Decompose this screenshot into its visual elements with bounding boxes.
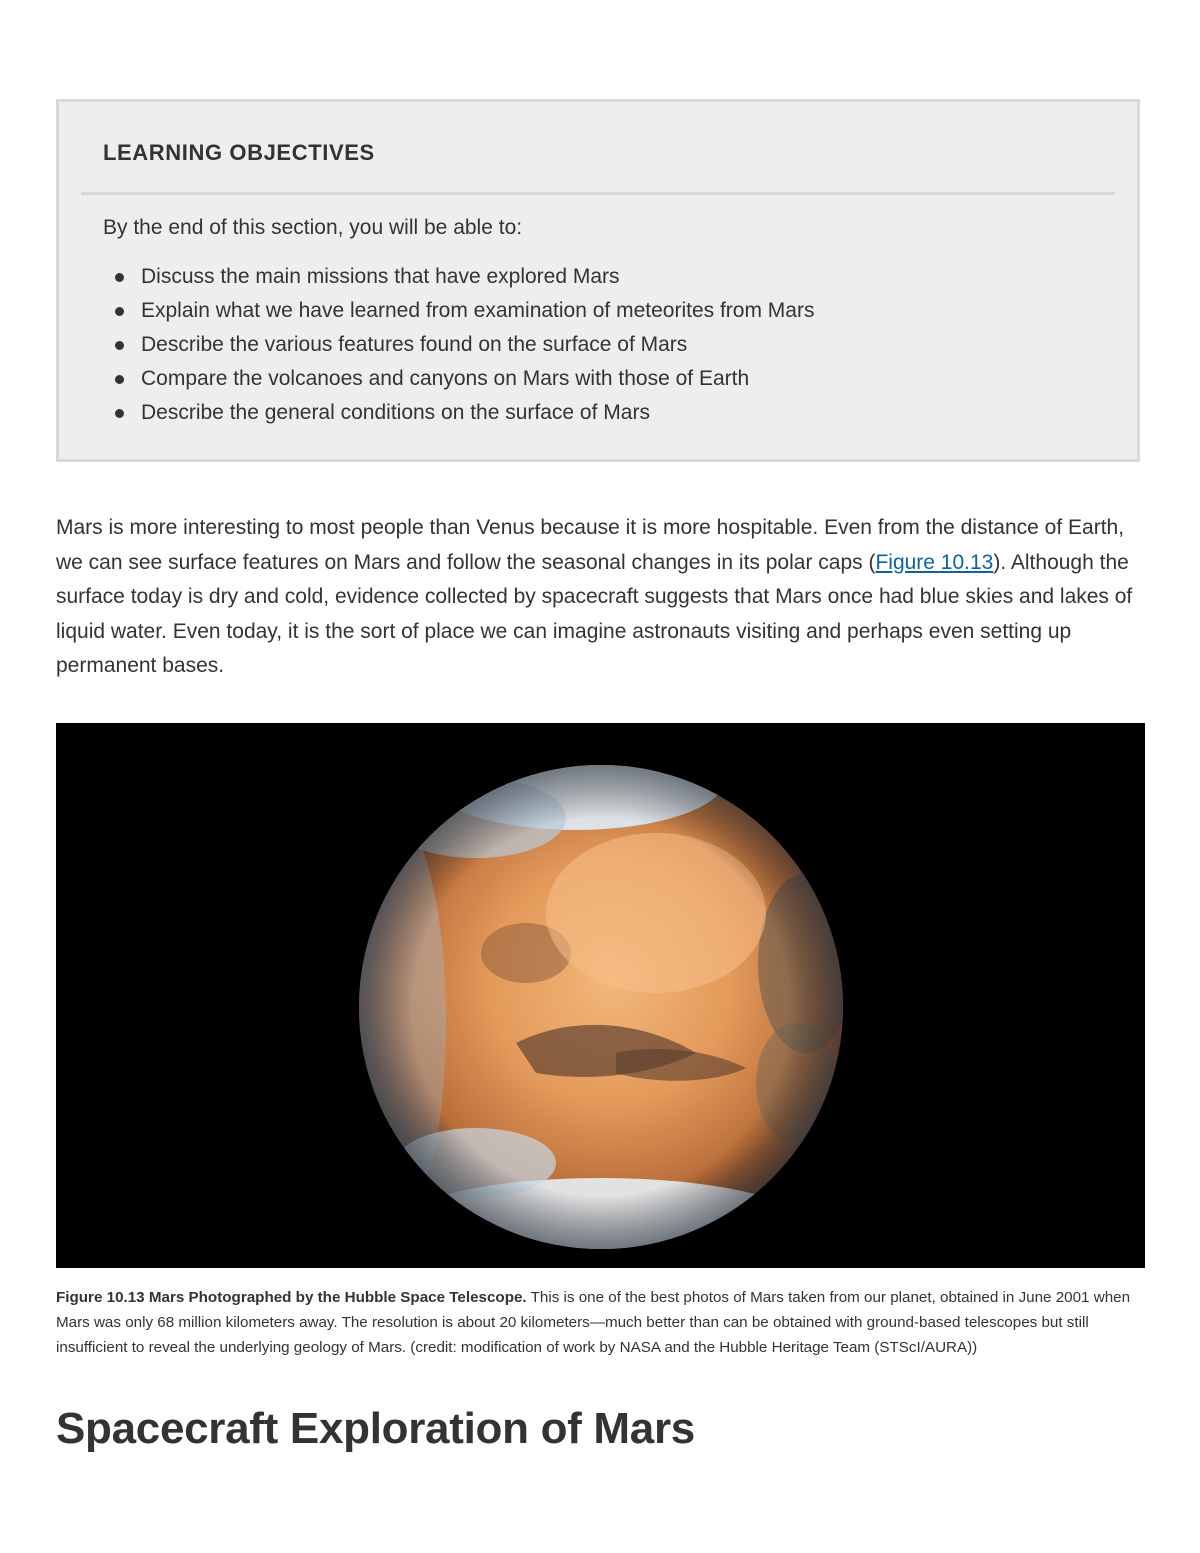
objectives-intro: By the end of this section, you will be able to: — [103, 216, 523, 239]
bullet-icon — [115, 375, 124, 384]
mars-photo — [56, 723, 1145, 1268]
objectives-title: LEARNING OBJECTIVES — [103, 140, 375, 165]
objective-item-text: Describe the various features found on the surface of Mars — [141, 333, 688, 356]
objective-item-text: Describe the general conditions on the surface of Mars — [141, 401, 650, 424]
objective-item — [103, 294, 814, 328]
bullet-icon — [115, 307, 124, 316]
objective-item-text: Discuss the main missions that have explored Mars — [141, 265, 620, 288]
objective-item-text: Compare the volcanoes and canyons on Mars with those of Earth — [141, 367, 750, 390]
section-heading: Spacecraft Exploration of Mars — [56, 1404, 695, 1453]
objectives-divider — [81, 192, 1115, 195]
learning-objectives-box — [56, 99, 1140, 462]
figure-caption — [56, 1285, 1146, 1360]
objective-item — [103, 328, 814, 362]
mars-planet-image — [56, 723, 1145, 1268]
body-text-end: ). Although the surface today is dry and cold, evidence collected by spacecraft suggests that Mars once had blue skies and lakes of liquid water. Even today, it is the sort of place we can imagine astronauts visiting and perhaps even setting up permanent bases. — [56, 550, 1133, 677]
figure-link[interactable]: Figure 10.13 — [875, 550, 994, 574]
objective-item — [103, 260, 814, 294]
caption-text: This is one of the best photos of Mars taken from our planet, obtained in June 2001 when Mars was only 68 million kilometers away. The resolution is about 20 kilometers—much better than can be obtained with ground-based telescopes but still insufficient to reveal the underlying geology of Mars. (credit: modification of work by NASA and the Hubble Heritage Team (STScI/AURA)) — [56, 1289, 1131, 1356]
objective-item — [103, 362, 814, 396]
bullet-icon — [115, 273, 124, 282]
bullet-icon — [115, 409, 124, 418]
objectives-list — [103, 260, 814, 430]
body-paragraph — [56, 511, 1146, 684]
caption-title: Figure 10.13 Mars Photographed by the Hubble Space Telescope. — [56, 1289, 527, 1306]
body-text-start: Mars is more interesting to most people than Venus because it is more hospitable. Even from the distance of Earth, we can see surface features on Mars and follow the seasonal changes in its polar caps ( — [56, 516, 1125, 574]
bullet-icon — [115, 341, 124, 350]
objective-item-text: Explain what we have learned from examination of meteorites from Mars — [141, 299, 815, 322]
objective-item — [103, 396, 814, 430]
